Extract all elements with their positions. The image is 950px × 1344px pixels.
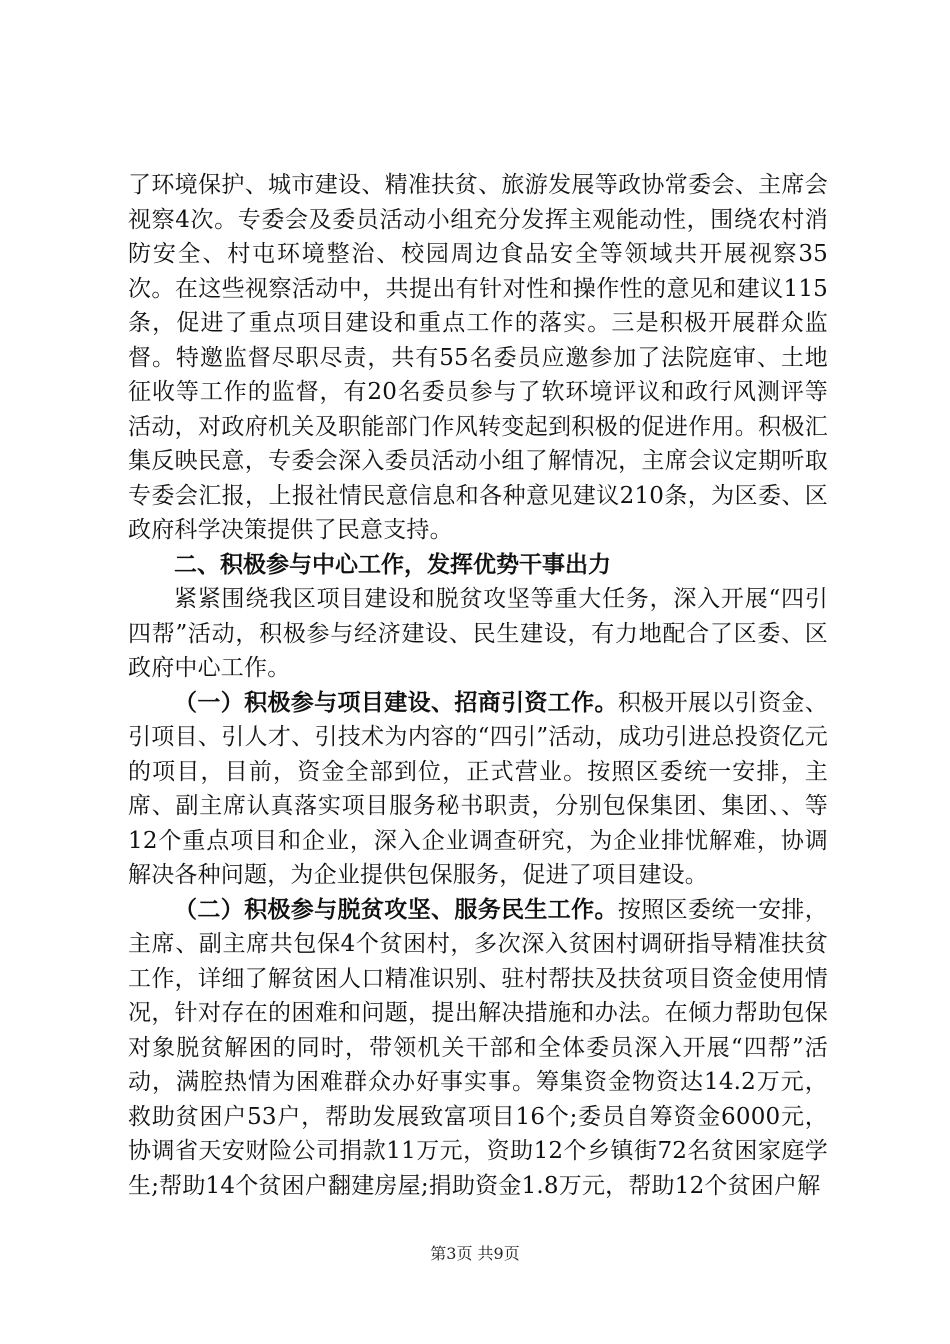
subheading-1: （一）积极参与项目建设、招商引资工作。 [174,688,618,716]
subheading-2-text: 按照区委统一安排，主席、副主席共包保4个贫困村，多次深入贫困村调研指导精准扶贫工作，详细了解贫困人口精准识别、驻村帮扶及扶贫项目资金使用情况，针对存在的困难和问题，提出解决措施和办法。在倾力帮助包保对象脱贫解困的同时，带领机关干部和全体委员深入开展“四帮”活动，满腔热情为困难群众办好事实事。筹集资金物资达14.2万元，救助贫困户53户，帮助发展致富项目16个;委员自筹资金6000元，协调省天安财险公司捐款11万元，资助12个乡镇街72名贫困家庭学生;帮助14个贫困户翻建房屋;捐助资金1.8万元，帮助12个贫困户解 [128,896,828,1199]
document-body [128,168,828,1203]
paragraph-project-investment [128,686,828,893]
subheading-1-text: 积极开展以引资金、引项目、引人才、引技术为内容的“四引”活动，成功引进总投资亿元的项目，目前，资金全部到位，正式营业。按照区委统一安排，主席、副主席认真落实项目服务秘书职责，分别包保集团、集团、、等12个重点项目和企业，深入企业调查研究，为企业排忧解难，协调解决各种问题，为企业提供包保服务，促进了项目建设。 [128,689,828,888]
paragraph-poverty-alleviation [128,893,828,1204]
page-number-footer: 第3页 共9页 [430,1244,520,1263]
section-heading-2: 二、积极参与中心工作，发挥优势干事出力 [174,550,611,578]
paragraph-central-work: 紧紧围绕我区项目建设和脱贫攻坚等重大任务，深入开展“四引四帮”活动，积极参与经济建设、民生建设，有力地配合了区委、区政府中心工作。 [128,586,828,681]
paragraph-supervision: 了环境保护、城市建设、精准扶贫、旅游发展等政协常委会、主席会视察4次。专委会及委员活动小组充分发挥主观能动性，围绕农村消防安全、村屯环境整治、校园周边食品安全等领域共开展视察35次。在这些视察活动中，共提出有针对性和操作性的意见和建议115条，促进了重点项目建设和重点工作的落实。三是积极开展群众监督。特邀监督尽职尽责，共有55名委员应邀参加了法院庭审、土地征收等工作的监督，有20名委员参与了软环境评议和政行风测评等活动，对政府机关及职能部门作风转变起到积极的促进作用。积极汇集反映民意，专委会深入委员活动小组了解情况，主席会议定期听取专委会汇报，上报社情民意信息和各种意见建议210条，为区委、区政府科学决策提供了民意支持。 [128,172,828,543]
subheading-2: （二）积极参与脱贫攻坚、服务民生工作。 [174,895,618,923]
